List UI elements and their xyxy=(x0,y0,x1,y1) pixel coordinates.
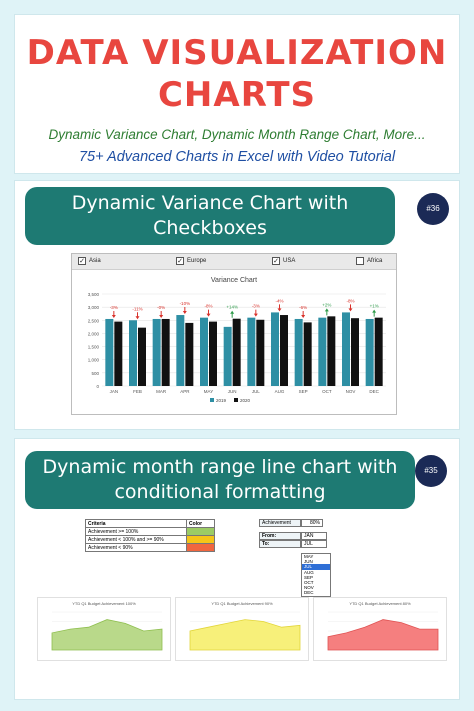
down-arrow-icon xyxy=(136,312,140,319)
up-arrow-icon xyxy=(325,308,329,315)
chart-title: Variance Chart xyxy=(210,277,258,284)
down-arrow-icon xyxy=(278,304,282,311)
x-tick-label: DEC xyxy=(369,389,379,394)
criteria-row: Achievement < 90% xyxy=(86,544,187,552)
down-arrow-icon xyxy=(349,304,353,311)
achievement-label: Achievement xyxy=(259,519,301,527)
area-series xyxy=(190,620,300,650)
down-arrow-icon xyxy=(159,311,163,318)
mini-chart-title: YTD Q1 Budget Achievement 80% xyxy=(349,601,411,606)
legend-label: 2020 xyxy=(240,398,251,403)
month-option[interactable]: SEP xyxy=(304,574,314,580)
month-option[interactable]: JUL xyxy=(302,564,330,569)
y-tick-label: 2,000 xyxy=(87,331,99,337)
y-tick-label: 1,500 xyxy=(87,344,99,350)
bar-2019 xyxy=(318,318,326,386)
x-tick-label: SEP xyxy=(298,389,308,394)
variance-label: -0% xyxy=(157,304,166,310)
variance-label: +1% xyxy=(369,303,379,309)
variance-panel-banner: Dynamic Variance Chart with Checkboxes xyxy=(25,187,395,245)
bar-2019 xyxy=(105,319,113,386)
bar-2020 xyxy=(185,323,193,386)
bar-2020 xyxy=(209,322,217,386)
x-tick-label: NOV xyxy=(345,389,356,394)
variance-label: -4% xyxy=(275,298,284,304)
from-dropdown[interactable]: JAN xyxy=(301,532,327,540)
bar-2019 xyxy=(153,319,161,386)
mini-chart-title: YTD Q1 Budget Achievement 90% xyxy=(211,601,273,606)
bar-2019 xyxy=(342,312,350,386)
down-arrow-icon xyxy=(183,307,187,314)
color-header: Color xyxy=(187,520,215,528)
bar-2020 xyxy=(138,328,146,386)
checkbox-label: Africa xyxy=(367,258,383,264)
mini-area-chart xyxy=(38,606,170,660)
y-tick-label: 3,000 xyxy=(87,305,99,311)
month-range-panel xyxy=(14,438,460,700)
x-tick-label: MAY xyxy=(203,389,214,394)
bar-2019 xyxy=(271,312,279,386)
variance-chart xyxy=(72,270,396,414)
month-list[interactable] xyxy=(301,553,331,597)
mini-area-chart xyxy=(314,606,446,660)
checkbox-icon[interactable]: ✓ xyxy=(79,258,85,265)
x-tick-label: FEB xyxy=(133,389,142,394)
checkbox-row xyxy=(72,254,396,270)
legend-label: 2019 xyxy=(216,398,227,403)
x-tick-label: JUN xyxy=(227,389,237,394)
down-arrow-icon xyxy=(301,311,305,318)
variance-chart-panel xyxy=(14,180,460,430)
criteria-color-yellow xyxy=(187,536,215,544)
checkbox-icon[interactable] xyxy=(356,257,364,265)
criteria-header: Criteria xyxy=(86,520,187,528)
down-arrow-icon xyxy=(207,310,211,317)
badge-36: #36 xyxy=(417,193,449,225)
badge-35: #35 xyxy=(415,455,447,487)
area-series xyxy=(52,620,162,650)
variance-label: +14% xyxy=(226,304,238,310)
variance-label: -3% xyxy=(109,304,118,310)
from-label: From: xyxy=(259,532,301,540)
legend-swatch-2020 xyxy=(234,398,238,402)
x-tick-label: AUG xyxy=(274,389,285,394)
to-dropdown[interactable]: JUL xyxy=(301,540,327,548)
criteria-row: Achievement < 100% and >= 90% xyxy=(86,536,187,544)
bar-2019 xyxy=(224,327,232,386)
mini-area-chart xyxy=(176,606,308,660)
mini-chart-yellow xyxy=(175,597,309,661)
bar-2020 xyxy=(114,322,122,386)
subtitle-charts-list: Dynamic Variance Chart, Dynamic Month Range Chart, More... xyxy=(48,127,426,142)
bar-2019 xyxy=(129,320,137,386)
checkbox-icon[interactable]: ✓ xyxy=(177,258,183,265)
variance-label: -3% xyxy=(251,303,260,309)
bar-2019 xyxy=(295,319,303,386)
mini-chart-title: YTD Q1 Budget Achievement 100% xyxy=(72,601,136,606)
month-option[interactable]: JUN xyxy=(304,559,313,565)
subtitle-tutorial: 75+ Advanced Charts in Excel with Video Tutorial xyxy=(78,149,396,165)
criteria-row: Achievement >= 100% xyxy=(86,528,187,536)
checkbox-label: Europe xyxy=(187,258,207,264)
bar-2020 xyxy=(162,319,170,386)
month-option[interactable]: DEC xyxy=(304,590,314,596)
checkbox-asia[interactable] xyxy=(78,257,101,265)
criteria-table xyxy=(85,519,215,552)
bar-2020 xyxy=(351,318,359,386)
month-option[interactable]: OCT xyxy=(304,580,314,586)
achievement-value: 80% xyxy=(301,519,323,527)
bar-2020 xyxy=(256,320,264,386)
variance-label: -10% xyxy=(179,301,191,307)
month-option[interactable]: NOV xyxy=(304,585,314,591)
criteria-color-red xyxy=(187,544,215,552)
checkbox-icon[interactable]: ✓ xyxy=(273,258,279,265)
x-tick-label: JAN xyxy=(109,389,119,394)
x-tick-label: MAR xyxy=(156,389,167,394)
y-tick-label: 1,000 xyxy=(87,357,99,363)
page-title-line2: CHARTS xyxy=(157,75,317,115)
up-arrow-icon xyxy=(230,311,234,318)
mini-chart-red xyxy=(313,597,447,661)
x-tick-label: APR xyxy=(180,389,190,394)
month-range-banner: Dynamic month range line chart with conditional formatting xyxy=(25,451,415,509)
y-tick-label: 0 xyxy=(96,384,99,389)
variance-label: -6% xyxy=(299,304,308,310)
variance-chart-box xyxy=(71,253,397,415)
down-arrow-icon xyxy=(112,311,116,318)
y-tick-label: 3,500 xyxy=(87,292,99,297)
achievement-controls xyxy=(259,519,327,596)
bar-2020 xyxy=(304,322,312,386)
bar-2019 xyxy=(366,319,374,386)
bar-2020 xyxy=(327,316,335,386)
mini-chart-green xyxy=(37,597,171,661)
checkbox-usa[interactable] xyxy=(272,257,295,265)
month-option[interactable]: AUG xyxy=(304,569,314,575)
x-tick-label: OCT xyxy=(322,389,332,394)
bar-2020 xyxy=(233,319,241,386)
up-arrow-icon xyxy=(372,310,376,317)
y-tick-label: 500 xyxy=(91,370,99,376)
month-option[interactable]: MAY xyxy=(304,554,314,559)
checkbox-label: USA xyxy=(283,258,296,264)
variance-label: -8% xyxy=(346,298,355,304)
area-series xyxy=(328,620,438,650)
page-title-line1: DATA VISUALIZATION xyxy=(26,33,448,73)
bar-2020 xyxy=(280,315,288,386)
criteria-color-green xyxy=(187,528,215,536)
variance-label: -11% xyxy=(132,306,143,312)
checkbox-europe[interactable] xyxy=(176,257,206,265)
y-tick-label: 2,500 xyxy=(87,318,99,324)
checkbox-label: Asia xyxy=(89,258,101,264)
bar-2019 xyxy=(247,318,255,386)
x-tick-label: JUL xyxy=(251,389,260,394)
variance-label: -8% xyxy=(204,303,213,309)
to-label: To: xyxy=(259,540,301,548)
bar-2019 xyxy=(176,315,184,386)
variance-label: +2% xyxy=(322,302,332,308)
checkbox-africa[interactable] xyxy=(356,257,382,265)
header-card xyxy=(14,14,460,174)
down-arrow-icon xyxy=(254,310,258,317)
bar-2020 xyxy=(375,318,383,386)
bar-2019 xyxy=(200,318,208,386)
legend-swatch-2019 xyxy=(210,398,214,402)
